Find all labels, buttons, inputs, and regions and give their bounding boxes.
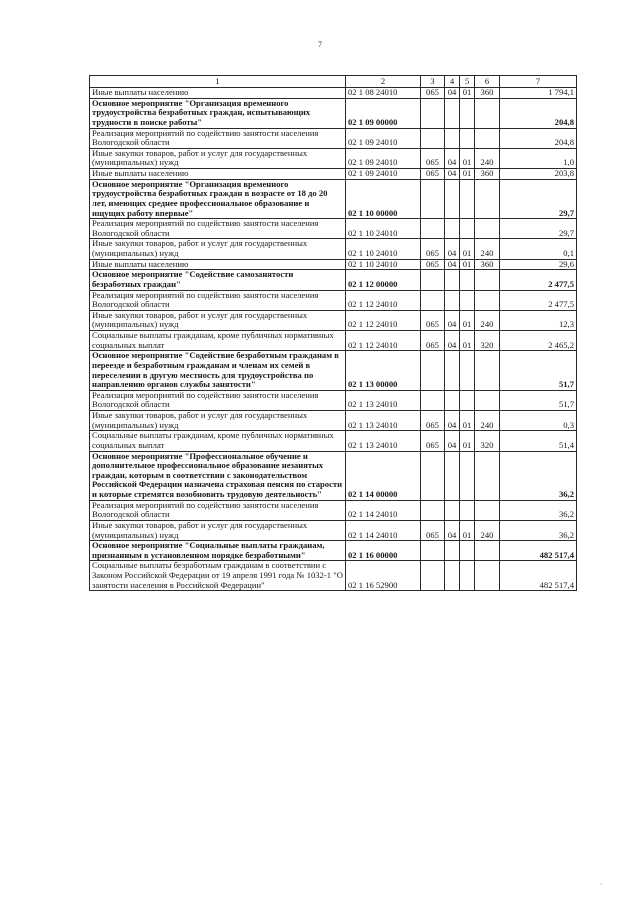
row-expense-type-cell: [475, 541, 500, 561]
row-sum-cell: 51,7: [500, 390, 577, 410]
row-name-cell: Реализация мероприятий по содействию занятости населения Вологодской области: [90, 390, 346, 410]
row-section-cell: 04: [445, 88, 460, 99]
row-name-cell: Основное мероприятие "Социальные выплаты гражданам, признанным в установленном порядке безработными": [90, 541, 346, 561]
budget-table-container: [89, 75, 576, 591]
row-expense-type-cell: [475, 451, 500, 500]
row-ministry-cell: [421, 561, 445, 591]
row-name-cell: Иные закупки товаров, работ и услуг для государственных (муниципальных) нужд: [90, 411, 346, 431]
table-row: [90, 431, 577, 451]
row-section-cell: [445, 500, 460, 520]
table-row: [90, 411, 577, 431]
row-ministry-cell: [421, 219, 445, 239]
row-name-cell: Основное мероприятие "Содействие самозанятости безработных граждан": [90, 270, 346, 290]
row-sum-cell: 482 517,4: [500, 561, 577, 591]
row-ministry-cell: [421, 290, 445, 310]
row-expense-type-cell: [475, 128, 500, 148]
row-ministry-cell: 065: [421, 259, 445, 270]
row-sum-cell: 29,7: [500, 219, 577, 239]
row-expense-type-cell: 320: [475, 431, 500, 451]
row-expense-type-cell: [475, 270, 500, 290]
row-expense-type-cell: 360: [475, 259, 500, 270]
row-name-cell: Иные выплаты населению: [90, 259, 346, 270]
row-name-cell: Реализация мероприятий по содействию занятости населения Вологодской области: [90, 290, 346, 310]
row-section-cell: [445, 128, 460, 148]
row-sum-cell: 29,7: [500, 179, 577, 219]
row-code-cell: 02 1 13 00000: [346, 351, 421, 391]
row-sum-cell: 0,1: [500, 239, 577, 259]
row-ministry-cell: [421, 179, 445, 219]
table-row: [90, 520, 577, 540]
row-name-cell: Основное мероприятие "Содействие безработным гражданам в переезде и безработным гражданам и членам их семей в переселении в другую местность для трудоустройства по направлению органов службы занятости": [90, 351, 346, 391]
row-code-cell: 02 1 14 00000: [346, 451, 421, 500]
table-row: [90, 310, 577, 330]
row-section-cell: 04: [445, 331, 460, 351]
row-ministry-cell: 065: [421, 169, 445, 180]
row-section-cell: [445, 451, 460, 500]
table-row: [90, 259, 577, 270]
row-sum-cell: 2 465,2: [500, 331, 577, 351]
row-ministry-cell: [421, 500, 445, 520]
table-row: [90, 128, 577, 148]
row-sum-cell: 51,7: [500, 351, 577, 391]
row-code-cell: 02 1 13 24010: [346, 390, 421, 410]
row-ministry-cell: 065: [421, 239, 445, 259]
row-sum-cell: 204,8: [500, 128, 577, 148]
row-subsection-cell: 01: [460, 239, 475, 259]
budget-table: [89, 75, 577, 591]
row-subsection-cell: 01: [460, 169, 475, 180]
row-sum-cell: 1,0: [500, 148, 577, 168]
row-subsection-cell: [460, 270, 475, 290]
row-code-cell: 02 1 09 00000: [346, 98, 421, 128]
row-expense-type-cell: [475, 98, 500, 128]
row-name-cell: Иные выплаты населению: [90, 88, 346, 99]
row-code-cell: 02 1 12 24010: [346, 310, 421, 330]
row-name-cell: Иные закупки товаров, работ и услуг для государственных (муниципальных) нужд: [90, 520, 346, 540]
row-ministry-cell: 065: [421, 411, 445, 431]
row-name-cell: Иные выплаты населению: [90, 169, 346, 180]
row-ministry-cell: 065: [421, 310, 445, 330]
header-row: [90, 76, 577, 88]
row-expense-type-cell: [475, 500, 500, 520]
row-code-cell: 02 1 09 24010: [346, 169, 421, 180]
row-ministry-cell: 065: [421, 520, 445, 540]
row-expense-type-cell: [475, 390, 500, 410]
header-cell: 1: [90, 76, 346, 88]
row-subsection-cell: [460, 451, 475, 500]
row-expense-type-cell: 240: [475, 239, 500, 259]
row-subsection-cell: [460, 500, 475, 520]
row-subsection-cell: 01: [460, 148, 475, 168]
table-row: [90, 500, 577, 520]
row-ministry-cell: 065: [421, 148, 445, 168]
row-subsection-cell: [460, 290, 475, 310]
row-section-cell: 04: [445, 431, 460, 451]
table-row: [90, 239, 577, 259]
table-row: [90, 561, 577, 591]
row-expense-type-cell: 240: [475, 310, 500, 330]
header-cell: 2: [346, 76, 421, 88]
row-name-cell: Социальные выплаты гражданам, кроме публичных нормативных социальных выплат: [90, 331, 346, 351]
row-sum-cell: 36,2: [500, 500, 577, 520]
row-subsection-cell: [460, 541, 475, 561]
row-ministry-cell: [421, 128, 445, 148]
row-subsection-cell: 01: [460, 310, 475, 330]
row-name-cell: Иные закупки товаров, работ и услуг для государственных (муниципальных) нужд: [90, 239, 346, 259]
row-name-cell: Реализация мероприятий по содействию занятости населения Вологодской области: [90, 128, 346, 148]
row-sum-cell: 2 477,5: [500, 270, 577, 290]
row-subsection-cell: [460, 179, 475, 219]
row-name-cell: Социальные выплаты гражданам, кроме публичных нормативных социальных выплат: [90, 431, 346, 451]
row-ministry-cell: [421, 351, 445, 391]
row-sum-cell: 482 517,4: [500, 541, 577, 561]
row-sum-cell: 0,3: [500, 411, 577, 431]
row-subsection-cell: [460, 351, 475, 391]
row-subsection-cell: [460, 390, 475, 410]
table-row: [90, 541, 577, 561]
row-expense-type-cell: 240: [475, 148, 500, 168]
row-section-cell: 04: [445, 259, 460, 270]
table-row: [90, 290, 577, 310]
row-name-cell: Иные закупки товаров, работ и услуг для государственных (муниципальных) нужд: [90, 148, 346, 168]
row-subsection-cell: [460, 219, 475, 239]
row-code-cell: 02 1 13 24010: [346, 411, 421, 431]
header-cell: 5: [460, 76, 475, 88]
row-section-cell: [445, 541, 460, 561]
row-section-cell: 04: [445, 310, 460, 330]
row-expense-type-cell: 240: [475, 520, 500, 540]
table-header: [90, 76, 577, 88]
row-code-cell: 02 1 14 24010: [346, 520, 421, 540]
header-cell: 6: [475, 76, 500, 88]
row-name-cell: Основное мероприятие "Профессиональное обучение и дополнительное профессиональное образование незанятых граждан, которым в соответствии с законодательством Российской Федерации назначена страховая пенсия по старости и которые стремятся возобновить трудовую деятельность": [90, 451, 346, 500]
row-ministry-cell: [421, 390, 445, 410]
row-ministry-cell: [421, 541, 445, 561]
row-subsection-cell: [460, 561, 475, 591]
row-sum-cell: 203,8: [500, 169, 577, 180]
row-ministry-cell: [421, 98, 445, 128]
row-ministry-cell: 065: [421, 331, 445, 351]
row-code-cell: 02 1 16 52900: [346, 561, 421, 591]
row-code-cell: 02 1 10 00000: [346, 179, 421, 219]
table-row: [90, 351, 577, 391]
row-sum-cell: 1 794,1: [500, 88, 577, 99]
row-code-cell: 02 1 13 24010: [346, 431, 421, 451]
row-sum-cell: 2 477,5: [500, 290, 577, 310]
row-code-cell: 02 1 12 00000: [346, 270, 421, 290]
table-row: [90, 179, 577, 219]
row-subsection-cell: 01: [460, 411, 475, 431]
row-name-cell: Основное мероприятие "Организация временного трудоустройства безработных граждан, испытывающих трудности в поиске работы": [90, 98, 346, 128]
row-section-cell: 04: [445, 169, 460, 180]
row-expense-type-cell: [475, 561, 500, 591]
row-section-cell: 04: [445, 239, 460, 259]
row-subsection-cell: 01: [460, 88, 475, 99]
table-row: [90, 390, 577, 410]
row-expense-type-cell: 360: [475, 88, 500, 99]
table-row: [90, 148, 577, 168]
table-row: [90, 98, 577, 128]
row-sum-cell: 29,6: [500, 259, 577, 270]
row-code-cell: 02 1 16 00000: [346, 541, 421, 561]
row-subsection-cell: 01: [460, 331, 475, 351]
header-cell: 7: [500, 76, 577, 88]
row-subsection-cell: [460, 98, 475, 128]
table-body: [90, 88, 577, 591]
row-name-cell: Реализация мероприятий по содействию занятости населения Вологодской области: [90, 500, 346, 520]
row-expense-type-cell: 360: [475, 169, 500, 180]
row-sum-cell: 36,2: [500, 520, 577, 540]
row-section-cell: [445, 270, 460, 290]
row-expense-type-cell: [475, 290, 500, 310]
row-sum-cell: 12,3: [500, 310, 577, 330]
row-ministry-cell: [421, 270, 445, 290]
row-section-cell: [445, 390, 460, 410]
row-name-cell: Иные закупки товаров, работ и услуг для государственных (муниципальных) нужд: [90, 310, 346, 330]
row-code-cell: 02 1 10 24010: [346, 259, 421, 270]
row-code-cell: 02 1 14 24010: [346, 500, 421, 520]
row-expense-type-cell: 240: [475, 411, 500, 431]
table-row: [90, 270, 577, 290]
row-section-cell: 04: [445, 411, 460, 431]
row-code-cell: 02 1 10 24010: [346, 219, 421, 239]
row-subsection-cell: [460, 128, 475, 148]
row-section-cell: [445, 561, 460, 591]
row-code-cell: 02 1 09 24010: [346, 148, 421, 168]
table-row: [90, 219, 577, 239]
row-code-cell: 02 1 12 24010: [346, 331, 421, 351]
page-number: 7: [318, 40, 322, 49]
row-section-cell: [445, 351, 460, 391]
row-ministry-cell: [421, 451, 445, 500]
row-sum-cell: 51,4: [500, 431, 577, 451]
row-section-cell: [445, 179, 460, 219]
row-section-cell: [445, 219, 460, 239]
row-section-cell: [445, 290, 460, 310]
row-code-cell: 02 1 08 24010: [346, 88, 421, 99]
row-section-cell: 04: [445, 148, 460, 168]
row-code-cell: 02 1 10 24010: [346, 239, 421, 259]
row-expense-type-cell: 320: [475, 331, 500, 351]
row-expense-type-cell: [475, 219, 500, 239]
row-name-cell: Основное мероприятие "Организация временного трудоустройства безработных граждан в возрасте от 18 до 20 лет, имеющих среднее профессиональное образование и ищущих работу впервые": [90, 179, 346, 219]
row-section-cell: [445, 98, 460, 128]
table-row: [90, 88, 577, 99]
header-cell: 3: [421, 76, 445, 88]
table-row: [90, 331, 577, 351]
scan-mark: ·: [600, 880, 603, 889]
row-sum-cell: 204,8: [500, 98, 577, 128]
row-subsection-cell: 01: [460, 431, 475, 451]
row-sum-cell: 36,2: [500, 451, 577, 500]
table-row: [90, 451, 577, 500]
row-subsection-cell: 01: [460, 520, 475, 540]
row-section-cell: 04: [445, 520, 460, 540]
header-cell: 4: [445, 76, 460, 88]
table-row: [90, 169, 577, 180]
row-ministry-cell: 065: [421, 431, 445, 451]
row-ministry-cell: 065: [421, 88, 445, 99]
row-subsection-cell: 01: [460, 259, 475, 270]
row-code-cell: 02 1 12 24010: [346, 290, 421, 310]
row-code-cell: 02 1 09 24010: [346, 128, 421, 148]
row-expense-type-cell: [475, 351, 500, 391]
row-expense-type-cell: [475, 179, 500, 219]
row-name-cell: Социальные выплаты безработным гражданам в соответствии с Законом Российской Федерации от 19 апреля 1991 года № 1032-1 "О занятости населения в Российской Федерации": [90, 561, 346, 591]
row-name-cell: Реализация мероприятий по содействию занятости населения Вологодской области: [90, 219, 346, 239]
